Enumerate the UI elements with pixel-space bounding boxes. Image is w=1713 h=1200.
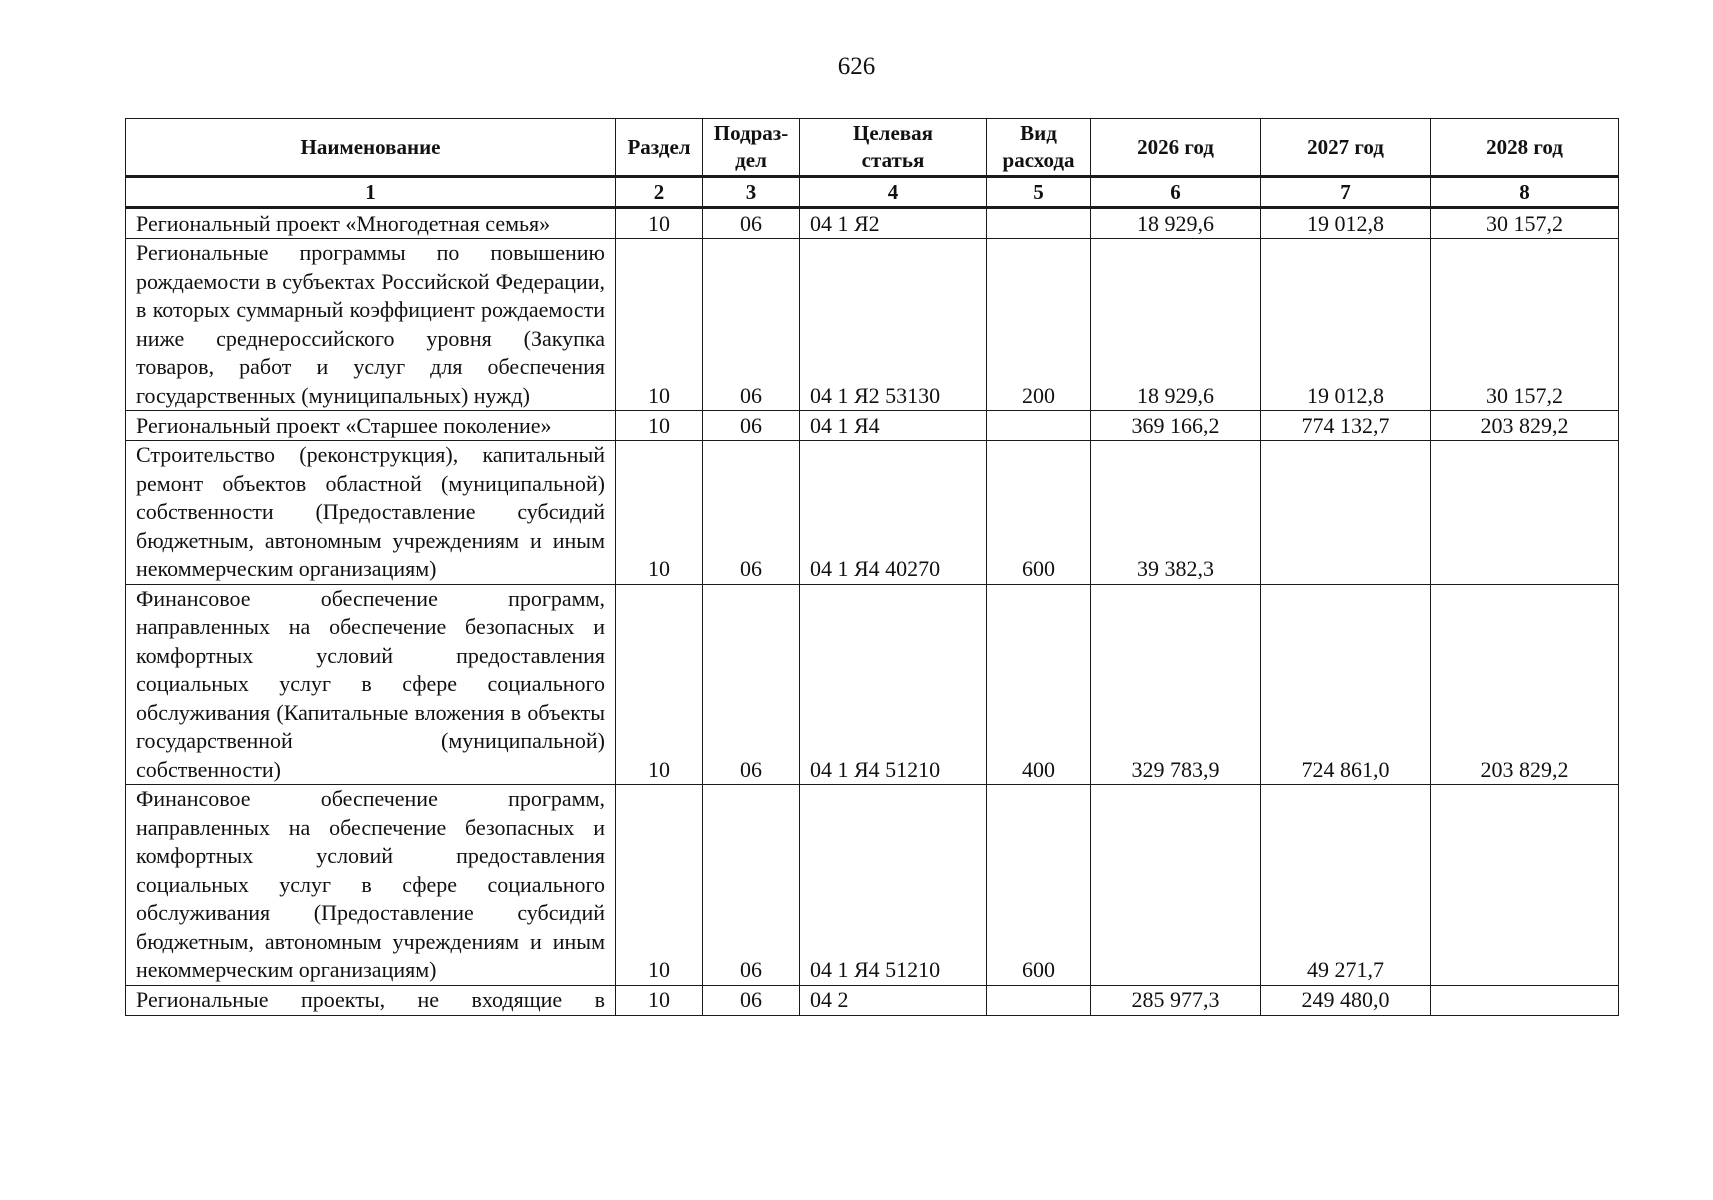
table-row <box>126 785 1619 986</box>
header-expense-line2: расхода <box>1002 148 1075 172</box>
row-subsection: 06 <box>703 239 800 411</box>
budget-table <box>125 118 1619 1016</box>
row-2027 <box>1261 441 1431 585</box>
header-target-line1: Целевая <box>853 121 933 145</box>
header-target-line2: статья <box>861 148 925 172</box>
header-2028: 2028 год <box>1431 119 1619 177</box>
row-2028: 30 157,2 <box>1431 239 1619 411</box>
row-target: 04 1 Я4 40270 <box>800 441 987 585</box>
row-2028 <box>1431 985 1619 1015</box>
row-2026: 39 382,3 <box>1091 441 1261 585</box>
header-name: Наименование <box>126 119 616 177</box>
column-number: 7 <box>1261 177 1431 208</box>
row-name: Региональные программы по повышению рождаемости в субъектах Российской Федерации, в которых суммарный коэффициент рождаемости ниже среднероссийского уровня (Закупка товаров, работ и услуг для обеспечения государственных (муниципальных) нужд) <box>126 239 616 411</box>
row-target: 04 1 Я2 53130 <box>800 239 987 411</box>
row-2027: 19 012,8 <box>1261 208 1431 239</box>
row-expense <box>987 985 1091 1015</box>
row-target: 04 1 Я4 <box>800 411 987 441</box>
column-number: 3 <box>703 177 800 208</box>
row-name: Строительство (реконструкция), капитальный ремонт объектов областной (муниципальной) собственности (Предоставление субсидий бюджетным, автономным учреждениям и иным некоммерческим организациям) <box>126 441 616 585</box>
row-2026: 18 929,6 <box>1091 208 1261 239</box>
header-target <box>800 119 987 177</box>
row-name: Региональный проект «Старшее поколение» <box>126 411 616 441</box>
row-2028 <box>1431 785 1619 986</box>
table-row <box>126 441 1619 585</box>
row-expense <box>987 411 1091 441</box>
row-2026: 329 783,9 <box>1091 584 1261 785</box>
column-number-row <box>126 177 1619 208</box>
row-target: 04 2 <box>800 985 987 1015</box>
row-2028 <box>1431 441 1619 585</box>
row-section: 10 <box>616 785 703 986</box>
table-row <box>126 208 1619 239</box>
column-number: 2 <box>616 177 703 208</box>
header-row <box>126 119 1619 177</box>
row-expense <box>987 208 1091 239</box>
page-number: 626 <box>837 53 876 80</box>
header-2026: 2026 год <box>1091 119 1261 177</box>
row-expense: 600 <box>987 441 1091 585</box>
row-section: 10 <box>616 985 703 1015</box>
row-section: 10 <box>616 411 703 441</box>
row-2026: 285 977,3 <box>1091 985 1261 1015</box>
header-subsection <box>703 119 800 177</box>
row-2027: 249 480,0 <box>1261 985 1431 1015</box>
row-expense: 200 <box>987 239 1091 411</box>
row-2027: 774 132,7 <box>1261 411 1431 441</box>
row-target: 04 1 Я4 51210 <box>800 785 987 986</box>
column-number: 4 <box>800 177 987 208</box>
header-subsection-line2: дел <box>735 148 767 172</box>
row-2028: 30 157,2 <box>1431 208 1619 239</box>
row-2026: 369 166,2 <box>1091 411 1261 441</box>
row-subsection: 06 <box>703 985 800 1015</box>
table-row <box>126 584 1619 785</box>
column-number: 1 <box>126 177 616 208</box>
table-row <box>126 411 1619 441</box>
row-subsection: 06 <box>703 411 800 441</box>
row-2027: 724 861,0 <box>1261 584 1431 785</box>
row-2026 <box>1091 785 1261 986</box>
row-expense: 600 <box>987 785 1091 986</box>
row-subsection: 06 <box>703 785 800 986</box>
row-section: 10 <box>616 441 703 585</box>
table-row <box>126 239 1619 411</box>
row-name: Региональные проекты, не входящие в <box>126 985 616 1015</box>
row-target: 04 1 Я4 51210 <box>800 584 987 785</box>
row-subsection: 06 <box>703 208 800 239</box>
row-expense: 400 <box>987 584 1091 785</box>
row-section: 10 <box>616 239 703 411</box>
header-expense-line1: Вид <box>1020 121 1057 145</box>
table-row <box>126 985 1619 1015</box>
column-number: 8 <box>1431 177 1619 208</box>
header-section: Раздел <box>616 119 703 177</box>
column-number: 5 <box>987 177 1091 208</box>
row-2027: 19 012,8 <box>1261 239 1431 411</box>
row-subsection: 06 <box>703 441 800 585</box>
row-name: Финансовое обеспечение программ, направленных на обеспечение безопасных и комфортных условий предоставления социальных услуг в сфере социального обслуживания (Капитальные вложения в объекты государственной (муниципальной) собственности) <box>126 584 616 785</box>
header-expense <box>987 119 1091 177</box>
row-2028: 203 829,2 <box>1431 584 1619 785</box>
row-2026: 18 929,6 <box>1091 239 1261 411</box>
row-2028: 203 829,2 <box>1431 411 1619 441</box>
column-number: 6 <box>1091 177 1261 208</box>
row-name: Региональный проект «Многодетная семья» <box>126 208 616 239</box>
header-subsection-line1: Подраз- <box>713 121 789 145</box>
row-subsection: 06 <box>703 584 800 785</box>
row-2027: 49 271,7 <box>1261 785 1431 986</box>
row-section: 10 <box>616 584 703 785</box>
row-section: 10 <box>616 208 703 239</box>
header-2027: 2027 год <box>1261 119 1431 177</box>
row-name: Финансовое обеспечение программ, направленных на обеспечение безопасных и комфортных условий предоставления социальных услуг в сфере социального обслуживания (Предоставление субсидий бюджетным, автономным учреждениям и иным некоммерческим организациям) <box>126 785 616 986</box>
row-target: 04 1 Я2 <box>800 208 987 239</box>
